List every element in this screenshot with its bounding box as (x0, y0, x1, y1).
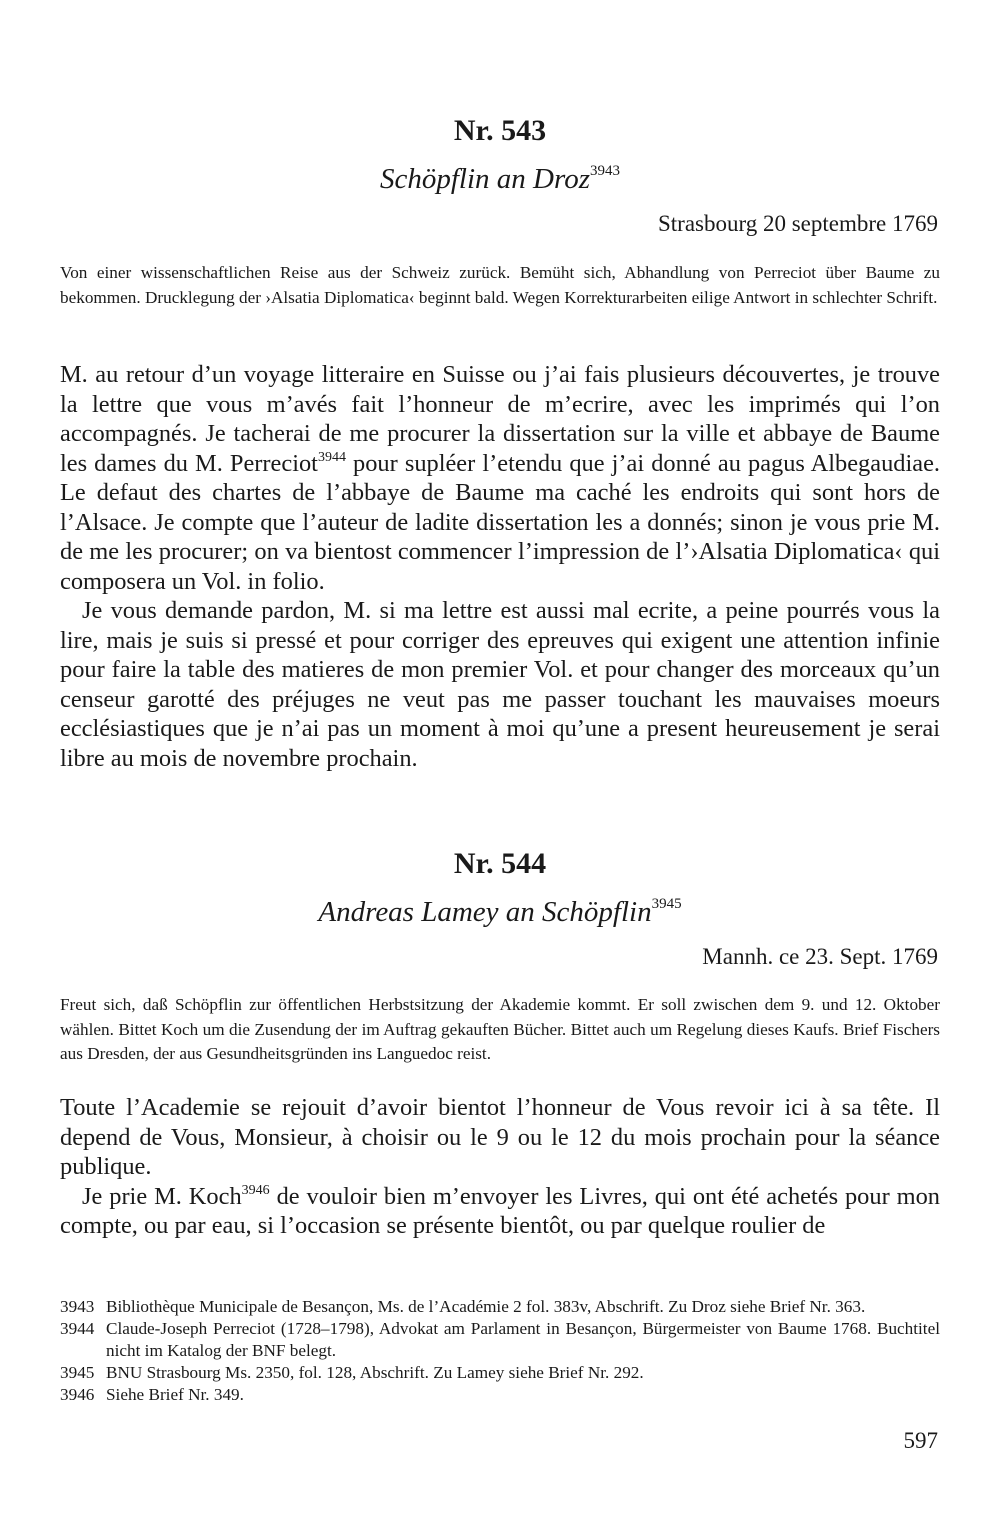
letter-544-summary: Freut sich, daß Schöpflin zur öffentlichen Herbstsitzung der Akademie kommt. Er soll zwischen dem 9. und 12. Oktober wählen. Bittet Koch um die Zusendung der im Auftrag gekauften Bücher. Bittet auch um Regelung dieses Kaufs. Brief Fischers aus Dresden, der aus Gesundheitsgründen ins Languedoc reist. (60, 995, 940, 1063)
letter-543-title-text: Schöpflin an Droz (380, 163, 590, 195)
page-number: 597 (903, 1428, 938, 1453)
footnote-number: 3945 (60, 1363, 95, 1382)
letter-543-place-date: Strasbourg 20 septembre 1769 (657, 211, 938, 236)
letter-543-paragraph-1 (60, 360, 940, 596)
footnote-text: Claude-Joseph Perreciot (1728–1798), Advokat am Parlament in Besançon, Bürgermeister von Baume 1768. Buchtitel nicht im Katalog der BNF belegt. (106, 1319, 940, 1360)
footnote-ref-3945: 3945 (651, 896, 682, 912)
letter-544-paragraph-1: Toute l’Academie se rejouit d’avoir bientot l’honneur de Vous revoir ici à sa tête. Il depend de Vous, Monsieur, à choisir ou le 9 ou le 12 du mois prochain pour la séance publique. (60, 1094, 940, 1180)
letter-543-p1-part-b: pour supléer l’etendu que j’ai donné au pagus Albegaudiae. Le defaut des chartes de l’abbaye de Baume ma caché les endroits qui sont hors de l’Alsace. Je compte que l’auteur de ladite dissertation les a donnés; sinon je vous prie M. de me les procurer; on va bientost commencer l’impression de l’›Alsatia Diplomatica‹ qui composera un Vol. in folio. (60, 449, 940, 595)
letter-544-number: Nr. 544 (453, 847, 547, 880)
footnote-text: BNU Strasbourg Ms. 2350, fol. 128, Abschrift. Zu Lamey siehe Brief Nr. 292. (106, 1363, 644, 1382)
footnotes (60, 1296, 940, 1406)
letter-543-number: Nr. 543 (453, 114, 547, 147)
footnote-text: Siehe Brief Nr. 349. (106, 1385, 244, 1404)
letter-543-p1-part-a: M. au retour d’un voyage litteraire en Suisse ou j’ai fais plusieurs découvertes, je trouve la lettre que vous m’avés fait l’honneur de m’ecrire, avec les imprimés qui l’on accompagnés. Je tacherai de me procurer la dissertation sur la ville et abbaye de Baume les dames du M. Perreciot (60, 361, 940, 477)
letter-543-body (60, 360, 940, 773)
letter-543-summary: Von einer wissenschaftlichen Reise aus der Schweiz zurück. Bemüht sich, Abhandlung von Perreciot über Baume zu bekommen. Drucklegung der ›Alsatia Diplomatica‹ beginnt bald. Wegen Korrekturarbeiten eilige Antwort in schlechter Schrift. (60, 263, 940, 307)
letter-544-title-text: Andreas Lamey an Schöpflin (318, 896, 652, 928)
letter-544-paragraph-2 (60, 1182, 940, 1241)
footnote (60, 1362, 940, 1384)
footnote-ref-3943: 3943 (589, 163, 620, 179)
letter-544-p2-part-b: de vouloir bien m’envoyer les Livres, qui ont été achetés pour mon compte, ou par eau, si l’occasion se présente bientôt, ou par quelque roulier de (60, 1182, 940, 1239)
footnote-number: 3946 (60, 1385, 95, 1404)
footnote-text: Bibliothèque Municipale de Besançon, Ms. de l’Académie 2 fol. 383v, Abschrift. Zu Droz siehe Brief Nr. 363. (106, 1297, 866, 1316)
letter-544-p2-part-a: Je prie M. Koch (82, 1182, 242, 1210)
letter-544-body (60, 1093, 940, 1241)
letter-544-place-date: Mannh. ce 23. Sept. 1769 (702, 944, 938, 969)
footnote (60, 1318, 940, 1362)
footnote-number: 3944 (60, 1319, 95, 1338)
footnote (60, 1384, 940, 1406)
letter-543-title (0, 163, 1000, 196)
letter-544-title (0, 896, 1000, 929)
footnote-number: 3943 (60, 1297, 95, 1316)
footnote-ref-3946: 3946 (241, 1182, 270, 1198)
footnote-ref-3944: 3944 (317, 449, 346, 465)
footnote (60, 1296, 940, 1318)
letter-543-paragraph-2: Je vous demande pardon, M. si ma lettre est aussi mal ecrite, a peine pourrés vous la lire, mais je suis si pressé et pour corriger des epreuves qui exigent une attention infinie pour faire la table des matieres de mon premier Vol. et pour changer des morceaux qu’un censeur garotté des préjuges ne veut pas me passer touchant les mauvaises moeurs ecclésiastiques que je n’ai pas un moment à moi qu’une a present heureusement je serai libre au mois de novembre prochain. (60, 597, 940, 772)
